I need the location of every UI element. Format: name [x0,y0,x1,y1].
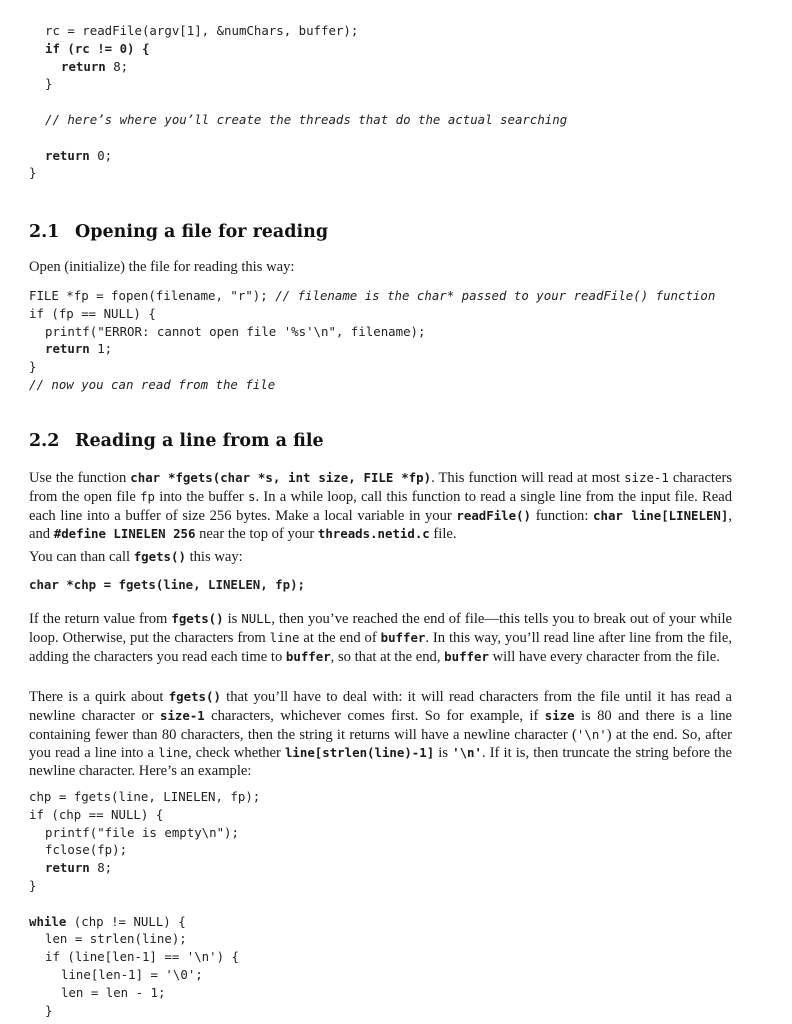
code-line: if (rc != 0) { [45,40,150,56]
code-line: chp = fgets(line, LINELEN, fp); [29,789,261,804]
section-heading-2-1: 2.1 Opening a file for reading [29,222,329,242]
code-line: } [29,877,37,893]
code-line: len = strlen(line); [45,931,187,947]
section-heading-2-2: 2.2 Reading a line from a file [29,431,324,451]
code-line: if (chp == NULL) { [29,806,164,822]
code-line: if (line[len-1] == '\n') { [45,949,239,965]
code-line: len = len - 1; [61,984,166,1000]
code-line: char *chp = fgets(line, LINELEN, fp); [29,577,306,592]
code-line: return 8; [45,860,113,876]
code-block-fopen [29,287,715,394]
code-line: return 8; [61,58,129,74]
paragraph-call-fgets: You can than call fgets() this way: [29,549,243,565]
code-block-example [29,788,260,1019]
code-line: } [29,165,37,181]
section-2-1-intro: Open (initialize) the file for reading this way: [29,259,295,275]
code-line: line[len-1] = '\0'; [61,966,203,982]
paragraph-fgets-intro: Use the function char *fgets(char *s, int size, FILE *fp). This function will read at most size-1 characters from the open file fp into the buffer s. In a while loop, call this function to read a single line from the input file. Read each line into a buffer of size 256 bytes. Make a local variable in your readFile() function: char line[LINELEN], and #define LINELEN 256 near the top of your threads.netid.c file. [29,470,733,543]
code-line: printf("file is empty\n"); [45,824,239,840]
code-line: return 0; [45,147,113,163]
paragraph-return-value: If the return value from fgets() is NULL, then you’ve reached the end of file—this tells you to break out of your while loop. Otherwise, put the characters from line at the end of buffer. In this way, you’ll read line after line from the file, adding the characters you read each time to buffer, so that at the end, buffer will have every character from the file. [29,611,733,665]
code-line: if (fp == NULL) { [29,305,156,321]
code-line: rc = readFile(argv[1], &numChars, buffer); [45,23,359,38]
code-comment: // here’s where you’ll create the threads that do the actual searching [45,111,568,127]
code-block-fgets-call [29,576,305,594]
code-line: printf("ERROR: cannot open file '%s'\n", filename); [45,323,426,339]
code-line: while (chp != NULL) { [29,913,186,929]
code-comment: // now you can read from the file [29,376,276,392]
paragraph-fgets-quirk: There is a quirk about fgets() that you’ll have to deal with: it will read characters from the file until it has read a newline character or size-1 characters, whichever comes first. So for example, if size is 80 and there is a line containing fewer than 80 characters, then the string it returns will have a newline character ('\n') at the end. So, after you read a line into a line, check whether line[strlen(line)-1] is '\n'. If it is, then truncate the string before the newline character. Here’s an example: [29,689,733,780]
code-line: } [29,359,37,375]
code-line: } [45,76,53,92]
code-block-main-end [29,22,567,182]
code-line: } [45,1002,53,1018]
code-line: fclose(fp); [45,842,128,858]
code-line: FILE *fp = fopen(filename, "r"); // filename is the char* passed to your readFile() function [29,288,716,303]
code-line: return 1; [45,341,113,357]
